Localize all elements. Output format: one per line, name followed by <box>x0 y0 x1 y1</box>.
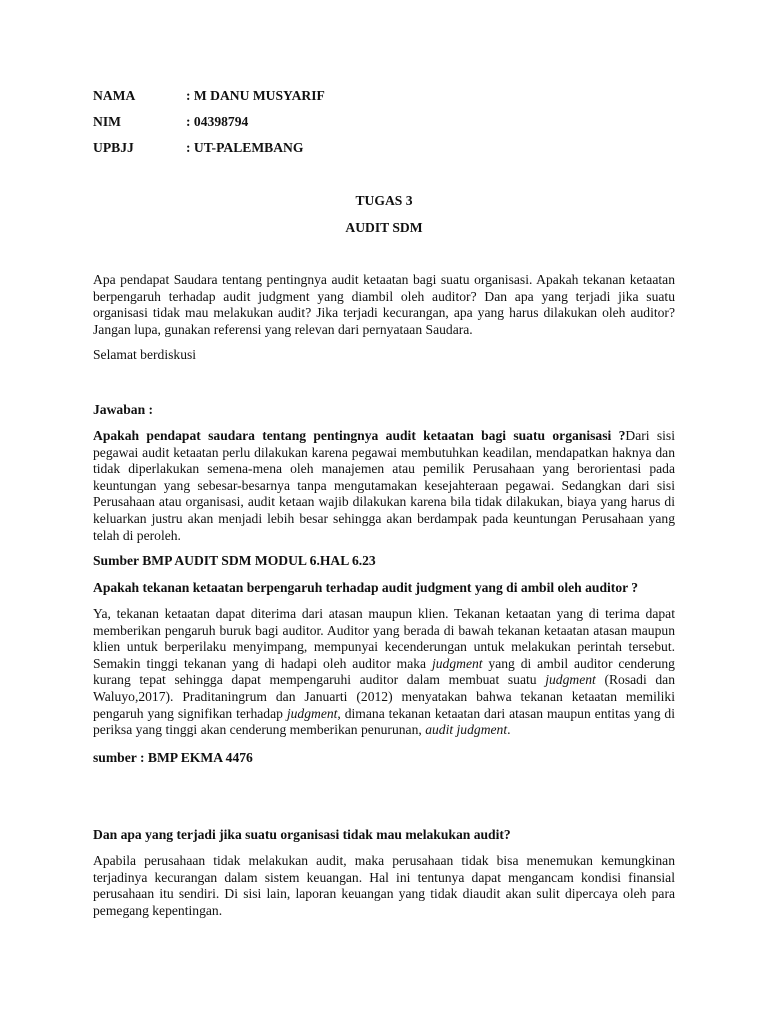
identity-nim-key: NIM <box>93 114 121 129</box>
section1-source-text: Sumber BMP AUDIT SDM MODUL 6.HAL 6.23 <box>93 553 376 568</box>
section2-paragraph <box>93 606 675 739</box>
section2-italic-2: judgment <box>545 672 596 688</box>
greeting-text: Selamat berdiskusi <box>93 347 197 362</box>
identity-upbjj-key: UPBJJ <box>93 140 134 155</box>
section2-body-d: , dimana tekanan ketaatan dari atasan maupun entitas yang di periksa yang tinggi akan cenderung memberikan penurunan, <box>93 705 675 738</box>
section2-body-c: (Rosadi dan Waluyo,2017). Praditaningrum dan Januarti (2012) menyatakan bahwa tekanan ketaatan memiliki pengaruh yang signifikan terhadap <box>93 672 676 721</box>
section2-body-a: Ya, tekanan ketaatan dapat diterima dari atasan maupun klien. Tekanan ketaatan yang di terima dapat memberikan pengaruh buruk bagi auditor. Auditor yang berada di bawah tekanan ketaatan atasan maupun klien untuk berperilaku menyimpang, mempunyai kecenderungan untuk melakukan perintah tersebut. Semakin tinggi tekanan yang di hadapi oleh auditor maka <box>93 606 675 671</box>
section3-question-text: Dan apa yang terjadi jika suatu organisasi tidak mau melakukan audit? <box>93 827 511 842</box>
section3-question <box>93 827 675 844</box>
section3-text: Apabila perusahaan tidak melakukan audit, maka perusahaan tidak bisa menemukan kemungkinan terjadinya kecurangan dalam sistem keuangan. Hal ini tentunya dapat mengancam kondisi finansial perusahaan itu sendiri. Di sisi lain, laporan keuangan yang tidak diaudit akan sulit dipercaya oleh para pemegang kepentingan. <box>93 853 675 918</box>
identity-nim-value: : 04398794 <box>186 114 249 129</box>
identity-upbjj-row <box>93 140 303 157</box>
section2-italic-4: audit judgment <box>425 722 508 738</box>
section1-question: Apakah pendapat saudara tentang pentingnya audit ketaatan bagi suatu organisasi ? <box>93 428 626 443</box>
section2-question <box>93 580 675 597</box>
section2-source-text: sumber : BMP EKMA 4476 <box>93 750 253 765</box>
section2-italic-3: judgment <box>286 705 338 721</box>
greeting <box>93 347 675 364</box>
document-title: TUGAS 3 <box>355 193 413 208</box>
section2-text <box>93 606 675 739</box>
assignment-question <box>93 272 675 338</box>
identity-nama-key: NAMA <box>93 88 136 103</box>
identity-nama-value: : M DANU MUSYARIF <box>186 88 325 103</box>
section2-italic-1: judgment <box>431 655 483 671</box>
section2-body-b: yang di ambil auditor cenderung kurang tepat sehingga dapat mempengaruhi auditor dalam membuat suatu <box>93 655 675 688</box>
document-subtitle: AUDIT SDM <box>345 220 423 235</box>
section1-source <box>93 553 675 570</box>
assignment-question-text: Apa pendapat Saudara tentang pentingnya audit ketaatan bagi suatu organisasi. Apakah tekanan ketaatan berpengaruh terhadap audit judgment yang diambil oleh auditor? Dan apa yang terjadi jika suatu organisasi tidak mau melakukan audit? Jika terjadi kecurangan, apa yang harus dilakukan oleh auditor? Jangan lupa, gunakan referensi yang relevan dari pernyataan Saudara. <box>93 272 675 337</box>
section1-text <box>93 428 675 544</box>
identity-nim-row <box>93 114 248 131</box>
identity-nama-row <box>93 88 325 105</box>
answer-label-text: Jawaban : <box>93 402 154 417</box>
section2-source <box>93 750 675 767</box>
section2-body-e: . <box>507 722 511 738</box>
section1-paragraph <box>93 428 675 544</box>
section2-question-text: Apakah tekanan ketaatan berpengaruh terhadap audit judgment yang di ambil oleh auditor ? <box>93 580 639 595</box>
section1-body: Dari sisi pegawai audit ketaatan perlu dilakukan karena pegawai membutuhkan keadilan, mendapatkan haknya dan tidak diperlakukan semena-mena oleh manajemen atau pemilik Perusahaan yang berorientasi pada keuntungan yang sebesar-besarnya tanpa mengutamakan kesejahteraan pegawai. Sedangkan dari sisi Perusahaan atau organisasi, audit ketaan wajib dilakukan karena bila tidak dilakukan, biaya yang harus di keluarkan justru akan menjadi lebih besar sehingga akan berdampak pada keuntungan Perusahaan yang telah di peroleh. <box>93 428 675 543</box>
identity-upbjj-value: : UT-PALEMBANG <box>186 140 304 155</box>
section3-paragraph <box>93 853 675 919</box>
answer-label <box>93 402 675 419</box>
